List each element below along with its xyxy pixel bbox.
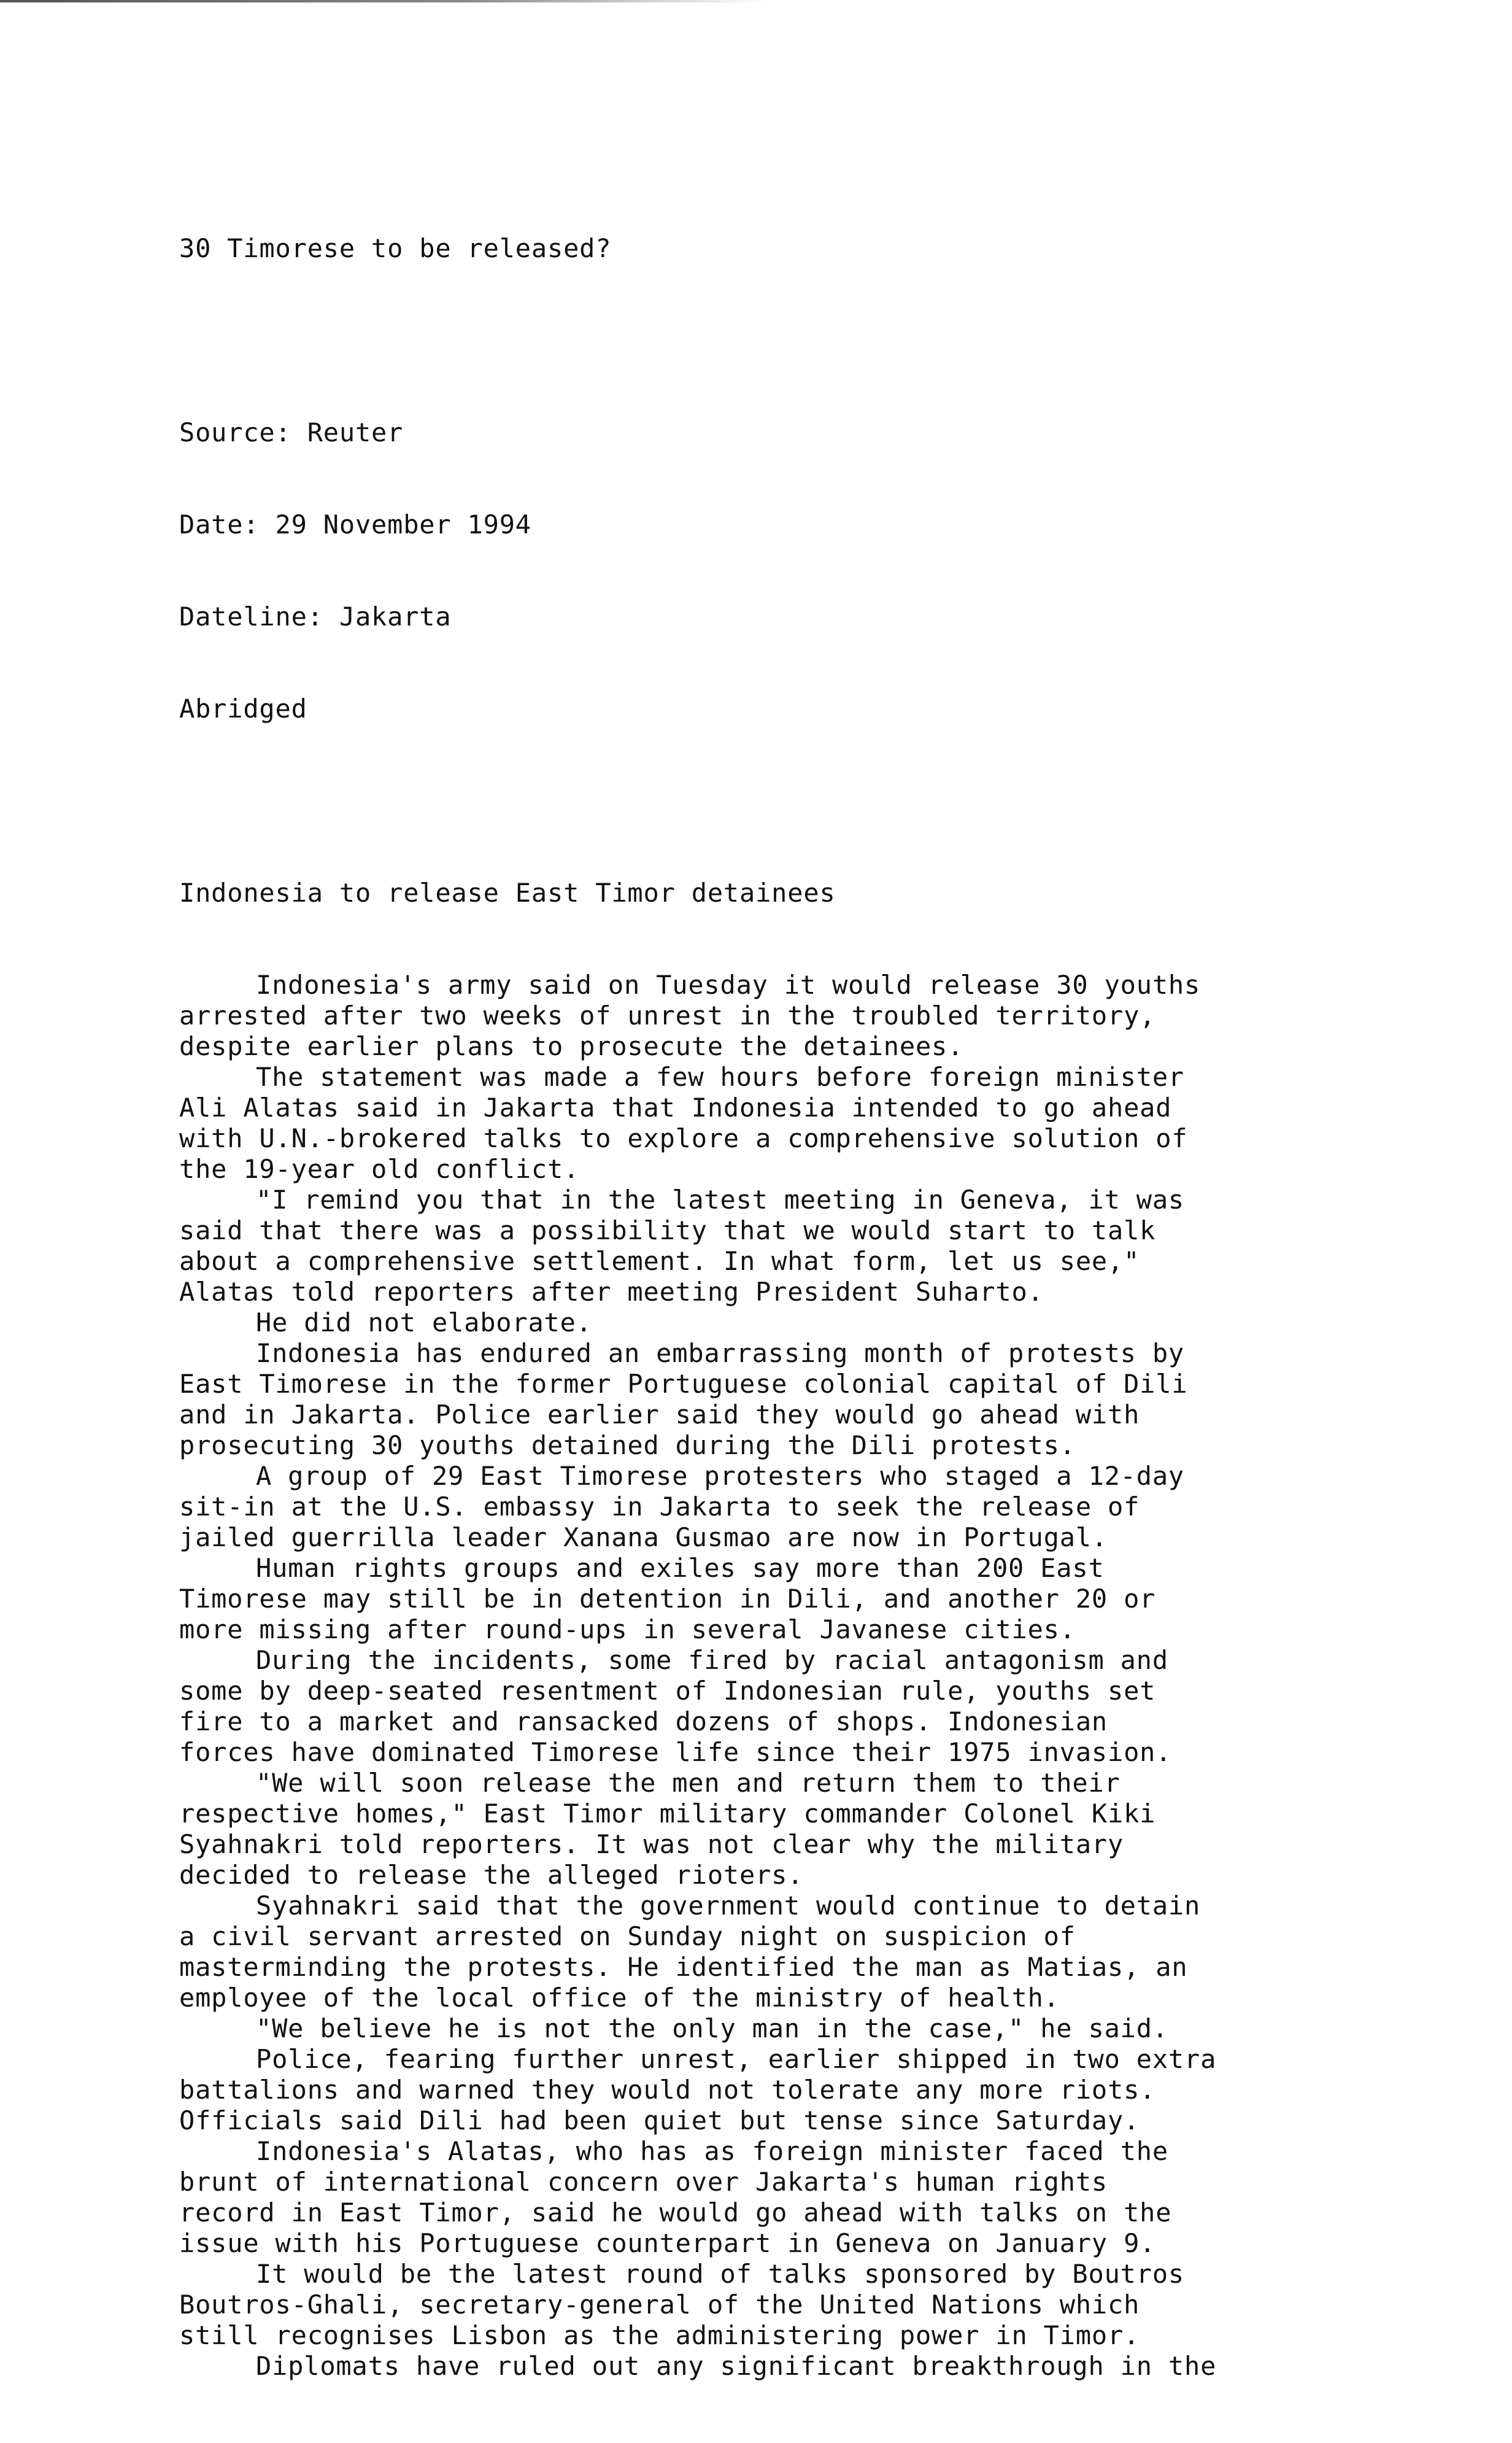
body-line: Indonesia's Alatas, who has as foreign minister faced the bbox=[256, 2136, 1168, 2166]
body-line: employee of the local office of the ministry of health. bbox=[179, 1983, 1060, 2013]
article-body bbox=[179, 970, 1456, 2382]
meta-date: Date: 29 November 1994 bbox=[179, 509, 531, 540]
body-line: "We will soon release the men and return them to their bbox=[256, 1768, 1120, 1798]
body-line: the 19-year old conflict. bbox=[179, 1154, 580, 1184]
body-line: decided to release the alleged rioters. bbox=[179, 1860, 804, 1890]
body-line: fire to a market and ransacked dozens of shops. Indonesian bbox=[179, 1706, 1108, 1736]
body-line: arrested after two weeks of unrest in the troubled territory, bbox=[179, 1001, 1156, 1031]
body-line: Diplomats have ruled out any significant breakthrough in the bbox=[256, 2351, 1217, 2381]
blank-line bbox=[179, 325, 1456, 356]
blank-line bbox=[179, 786, 1456, 816]
body-line: He did not elaborate. bbox=[256, 1307, 592, 1338]
meta-abridged: Abridged bbox=[179, 694, 307, 724]
body-line: respective homes," East Timor military commander Colonel Kiki bbox=[179, 1798, 1156, 1829]
body-line: more missing after round-ups in several Javanese cities. bbox=[179, 1614, 1076, 1644]
body-line: brunt of international concern over Jakarta's human rights bbox=[179, 2167, 1108, 2197]
body-line: battalions and warned they would not tolerate any more riots. bbox=[179, 2075, 1156, 2105]
body-line: Human rights groups and exiles say more than 200 East bbox=[256, 1553, 1105, 1583]
scan-edge-rule bbox=[0, 0, 767, 2]
article-title: 30 Timorese to be released? bbox=[179, 233, 612, 263]
meta-dateline: Dateline: Jakarta bbox=[179, 602, 452, 632]
body-line: said that there was a possibility that we would start to talk bbox=[179, 1215, 1156, 1245]
body-line: sit-in at the U.S. embassy in Jakarta to seek the release of bbox=[179, 1492, 1140, 1522]
body-line: some by deep-seated resentment of Indonesian rule, youths set bbox=[179, 1676, 1156, 1706]
body-line: Syahnakri told reporters. It was not clear why the military bbox=[179, 1829, 1124, 1859]
body-line: Syahnakri said that the government would continue to detain bbox=[256, 1891, 1201, 1921]
body-line: "We believe he is not the only man in the case," he said. bbox=[256, 2013, 1168, 2043]
body-line: issue with his Portuguese counterpart in Geneva on January 9. bbox=[179, 2228, 1156, 2258]
body-line: Police, fearing further unrest, earlier shipped in two extra bbox=[256, 2044, 1217, 2074]
body-line: and in Jakarta. Police earlier said they would go ahead with bbox=[179, 1400, 1140, 1430]
body-line: During the incidents, some fired by racial antagonism and bbox=[256, 1645, 1168, 1675]
body-line: prosecuting 30 youths detained during the Dili protests. bbox=[179, 1430, 1076, 1460]
body-line: with U.N.-brokered talks to explore a comprehensive solution of bbox=[179, 1123, 1188, 1153]
body-line: Ali Alatas said in Jakarta that Indonesia intended to go ahead bbox=[179, 1093, 1172, 1123]
body-line: masterminding the protests. He identified the man as Matias, an bbox=[179, 1952, 1188, 1982]
meta-source: Source: Reuter bbox=[179, 417, 404, 447]
body-line: Alatas told reporters after meeting President Suharto. bbox=[179, 1277, 1044, 1307]
body-line: forces have dominated Timorese life since their 1975 invasion. bbox=[179, 1737, 1172, 1767]
body-line: "I remind you that in the latest meeting in Geneva, it was bbox=[256, 1185, 1184, 1215]
body-line: Boutros-Ghali, secretary-general of the United Nations which bbox=[179, 2290, 1140, 2320]
body-line: a civil servant arrested on Sunday night on suspicion of bbox=[179, 1921, 1076, 1951]
body-line: despite earlier plans to prosecute the detainees. bbox=[179, 1031, 964, 1061]
body-line: jailed guerrilla leader Xanana Gusmao are now in Portugal. bbox=[179, 1522, 1108, 1552]
body-line: still recognises Lisbon as the administering power in Timor. bbox=[179, 2320, 1140, 2350]
body-line: Indonesia has endured an embarrassing month of protests by bbox=[256, 1338, 1184, 1368]
body-line: Indonesia's army said on Tuesday it would release 30 youths bbox=[256, 970, 1201, 1000]
article-text bbox=[179, 172, 1456, 2443]
article-headline: Indonesia to release East Timor detainees bbox=[179, 878, 836, 908]
body-line: A group of 29 East Timorese protesters who staged a 12-day bbox=[256, 1461, 1184, 1491]
body-line: about a comprehensive settlement. In what form, let us see," bbox=[179, 1246, 1140, 1276]
body-line: record in East Timor, said he would go ahead with talks on the bbox=[179, 2197, 1172, 2228]
body-line: Timorese may still be in detention in Dili, and another 20 or bbox=[179, 1584, 1156, 1614]
body-line: It would be the latest round of talks sponsored by Boutros bbox=[256, 2259, 1184, 2289]
body-line: The statement was made a few hours before foreign minister bbox=[256, 1062, 1184, 1092]
body-line: East Timorese in the former Portuguese colonial capital of Dili bbox=[179, 1369, 1188, 1399]
body-line: Officials said Dili had been quiet but tense since Saturday. bbox=[179, 2105, 1140, 2135]
